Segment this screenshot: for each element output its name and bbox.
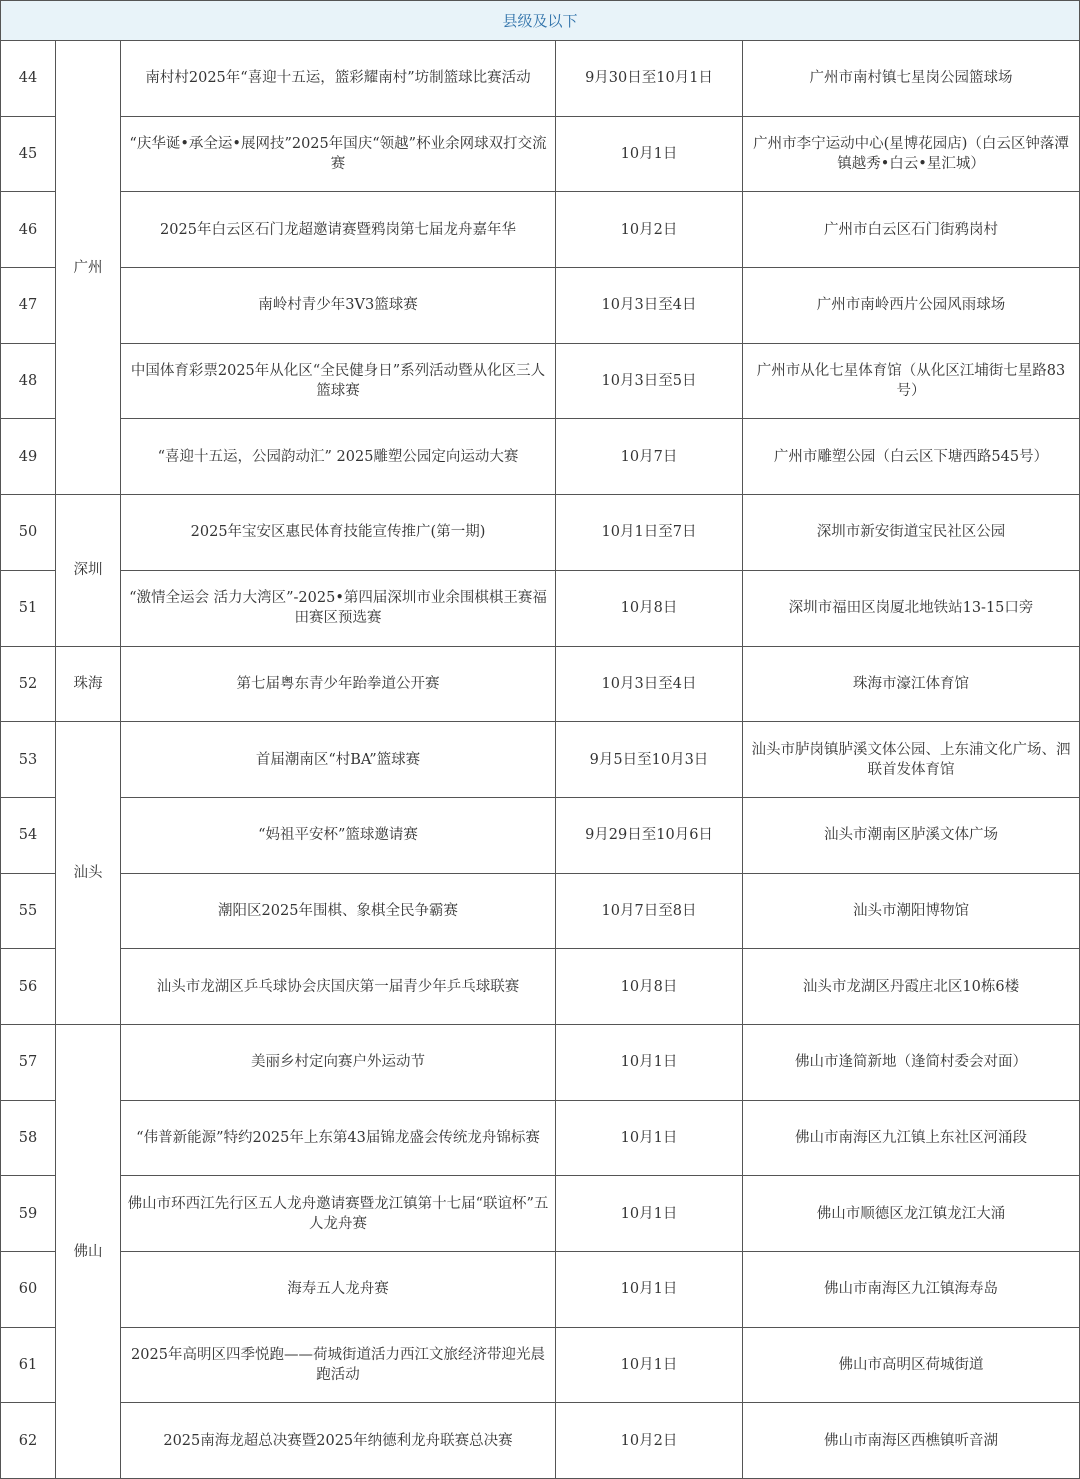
row-number-cell: 54 <box>1 797 56 873</box>
table-row <box>1 495 1080 571</box>
event-place-cell: 广州市雕塑公园（白云区下塘西路545号） <box>743 419 1080 495</box>
event-date-cell: 10月1日 <box>556 1327 743 1403</box>
table-section-header: 县级及以下 <box>1 1 1080 41</box>
event-name-cell: 2025年宝安区惠民体育技能宣传推广(第一期) <box>121 495 556 571</box>
event-date-cell: 10月1日至7日 <box>556 495 743 571</box>
table-row <box>1 797 1080 873</box>
event-place-cell: 佛山市逢简新地（逢简村委会对面） <box>743 1024 1080 1100</box>
event-place-cell: 汕头市潮南区胪溪文体广场 <box>743 797 1080 873</box>
table-row <box>1 873 1080 949</box>
event-name-cell: “伟普新能源”特约2025年上东第43届锦龙盛会传统龙舟锦标赛 <box>121 1100 556 1176</box>
table-row <box>1 419 1080 495</box>
event-place-cell: 深圳市福田区岗厦北地铁站13-15口旁 <box>743 570 1080 646</box>
events-table-body <box>1 1 1080 1479</box>
event-name-cell: 南村村2025年“喜迎十五运，篮彩耀南村”坊制篮球比赛活动 <box>121 41 556 117</box>
table-row <box>1 1403 1080 1479</box>
city-cell: 佛山 <box>56 1024 121 1478</box>
event-name-cell: 佛山市环西江先行区五人龙舟邀请赛暨龙江镇第十七届“联谊杯”五人龙舟赛 <box>121 1176 556 1252</box>
row-number-cell: 51 <box>1 570 56 646</box>
event-name-cell: “喜迎十五运，公园韵动汇” 2025雕塑公园定向运动大赛 <box>121 419 556 495</box>
event-date-cell: 10月1日 <box>556 1100 743 1176</box>
table-row <box>1 1100 1080 1176</box>
table-row <box>1 192 1080 268</box>
row-number-cell: 57 <box>1 1024 56 1100</box>
event-name-cell: 2025年高明区四季悦跑——荷城街道活力西江文旅经济带迎光晨跑活动 <box>121 1327 556 1403</box>
row-number-cell: 49 <box>1 419 56 495</box>
event-date-cell: 10月7日 <box>556 419 743 495</box>
event-date-cell: 10月3日至5日 <box>556 343 743 419</box>
event-name-cell: 2025年白云区石门龙超邀请赛暨鸦岗第七届龙舟嘉年华 <box>121 192 556 268</box>
table-row <box>1 722 1080 798</box>
event-place-cell: 广州市李宁运动中心(星博花园店)（白云区钟落潭镇越秀•白云•星汇城） <box>743 116 1080 192</box>
row-number-cell: 45 <box>1 116 56 192</box>
event-date-cell: 10月1日 <box>556 1176 743 1252</box>
row-number-cell: 60 <box>1 1252 56 1328</box>
row-number-cell: 46 <box>1 192 56 268</box>
event-place-cell: 汕头市潮阳博物馆 <box>743 873 1080 949</box>
table-row <box>1 1327 1080 1403</box>
event-place-cell: 佛山市南海区九江镇海寿岛 <box>743 1252 1080 1328</box>
event-date-cell: 9月5日至10月3日 <box>556 722 743 798</box>
event-name-cell: “激情全运会 活力大湾区”-2025•第四届深圳市业余围棋棋王赛福田赛区预选赛 <box>121 570 556 646</box>
event-place-cell: 汕头市龙湖区丹霞庄北区10栋6楼 <box>743 949 1080 1025</box>
event-place-cell: 广州市从化七星体育馆（从化区江埔街七星路83号） <box>743 343 1080 419</box>
table-row <box>1 343 1080 419</box>
event-name-cell: 美丽乡村定向赛户外运动节 <box>121 1024 556 1100</box>
event-place-cell: 佛山市南海区西樵镇听音湖 <box>743 1403 1080 1479</box>
table-row <box>1 570 1080 646</box>
city-cell: 广州 <box>56 41 121 495</box>
table-row <box>1 116 1080 192</box>
event-date-cell: 9月30日至10月1日 <box>556 41 743 117</box>
event-name-cell: “妈祖平安杯”篮球邀请赛 <box>121 797 556 873</box>
table-row <box>1 646 1080 722</box>
row-number-cell: 50 <box>1 495 56 571</box>
row-number-cell: 56 <box>1 949 56 1025</box>
event-date-cell: 10月1日 <box>556 116 743 192</box>
table-row <box>1 1024 1080 1100</box>
event-name-cell: 汕头市龙湖区乒乓球协会庆国庆第一届青少年乒乓球联赛 <box>121 949 556 1025</box>
event-name-cell: 首届潮南区“村BA”篮球赛 <box>121 722 556 798</box>
row-number-cell: 52 <box>1 646 56 722</box>
row-number-cell: 48 <box>1 343 56 419</box>
event-place-cell: 佛山市高明区荷城街道 <box>743 1327 1080 1403</box>
table-row <box>1 1176 1080 1252</box>
city-cell: 珠海 <box>56 646 121 722</box>
event-date-cell: 10月1日 <box>556 1252 743 1328</box>
event-date-cell: 9月29日至10月6日 <box>556 797 743 873</box>
event-place-cell: 广州市南岭西片公园风雨球场 <box>743 268 1080 344</box>
event-date-cell: 10月3日至4日 <box>556 646 743 722</box>
row-number-cell: 44 <box>1 41 56 117</box>
table-row <box>1 949 1080 1025</box>
event-place-cell: 佛山市南海区九江镇上东社区河涌段 <box>743 1100 1080 1176</box>
event-name-cell: 南岭村青少年3V3篮球赛 <box>121 268 556 344</box>
event-name-cell: 2025南海龙超总决赛暨2025年纳德利龙舟联赛总决赛 <box>121 1403 556 1479</box>
city-cell: 汕头 <box>56 722 121 1025</box>
table-row <box>1 268 1080 344</box>
event-date-cell: 10月2日 <box>556 192 743 268</box>
event-place-cell: 佛山市顺德区龙江镇龙江大涌 <box>743 1176 1080 1252</box>
event-place-cell: 珠海市濠江体育馆 <box>743 646 1080 722</box>
event-name-cell: 潮阳区2025年围棋、象棋全民争霸赛 <box>121 873 556 949</box>
event-date-cell: 10月3日至4日 <box>556 268 743 344</box>
table-row <box>1 41 1080 117</box>
event-name-cell: 第七届粤东青少年跆拳道公开赛 <box>121 646 556 722</box>
row-number-cell: 55 <box>1 873 56 949</box>
event-date-cell: 10月7日至8日 <box>556 873 743 949</box>
row-number-cell: 59 <box>1 1176 56 1252</box>
event-place-cell: 广州市白云区石门街鸦岗村 <box>743 192 1080 268</box>
row-number-cell: 62 <box>1 1403 56 1479</box>
event-place-cell: 广州市南村镇七星岗公园篮球场 <box>743 41 1080 117</box>
event-name-cell: 海寿五人龙舟赛 <box>121 1252 556 1328</box>
event-date-cell: 10月1日 <box>556 1024 743 1100</box>
row-number-cell: 53 <box>1 722 56 798</box>
event-date-cell: 10月8日 <box>556 570 743 646</box>
event-place-cell: 深圳市新安街道宝民社区公园 <box>743 495 1080 571</box>
table-row <box>1 1252 1080 1328</box>
row-number-cell: 58 <box>1 1100 56 1176</box>
event-place-cell: 汕头市胪岗镇胪溪文体公园、上东浦文化广场、泗联首发体育馆 <box>743 722 1080 798</box>
event-date-cell: 10月2日 <box>556 1403 743 1479</box>
row-number-cell: 61 <box>1 1327 56 1403</box>
city-cell: 深圳 <box>56 495 121 646</box>
event-date-cell: 10月8日 <box>556 949 743 1025</box>
event-name-cell: 中国体育彩票2025年从化区“全民健身日”系列活动暨从化区三人篮球赛 <box>121 343 556 419</box>
row-number-cell: 47 <box>1 268 56 344</box>
event-name-cell: “庆华诞•承全运•展网技”2025年国庆“领越”杯业余网球双打交流赛 <box>121 116 556 192</box>
